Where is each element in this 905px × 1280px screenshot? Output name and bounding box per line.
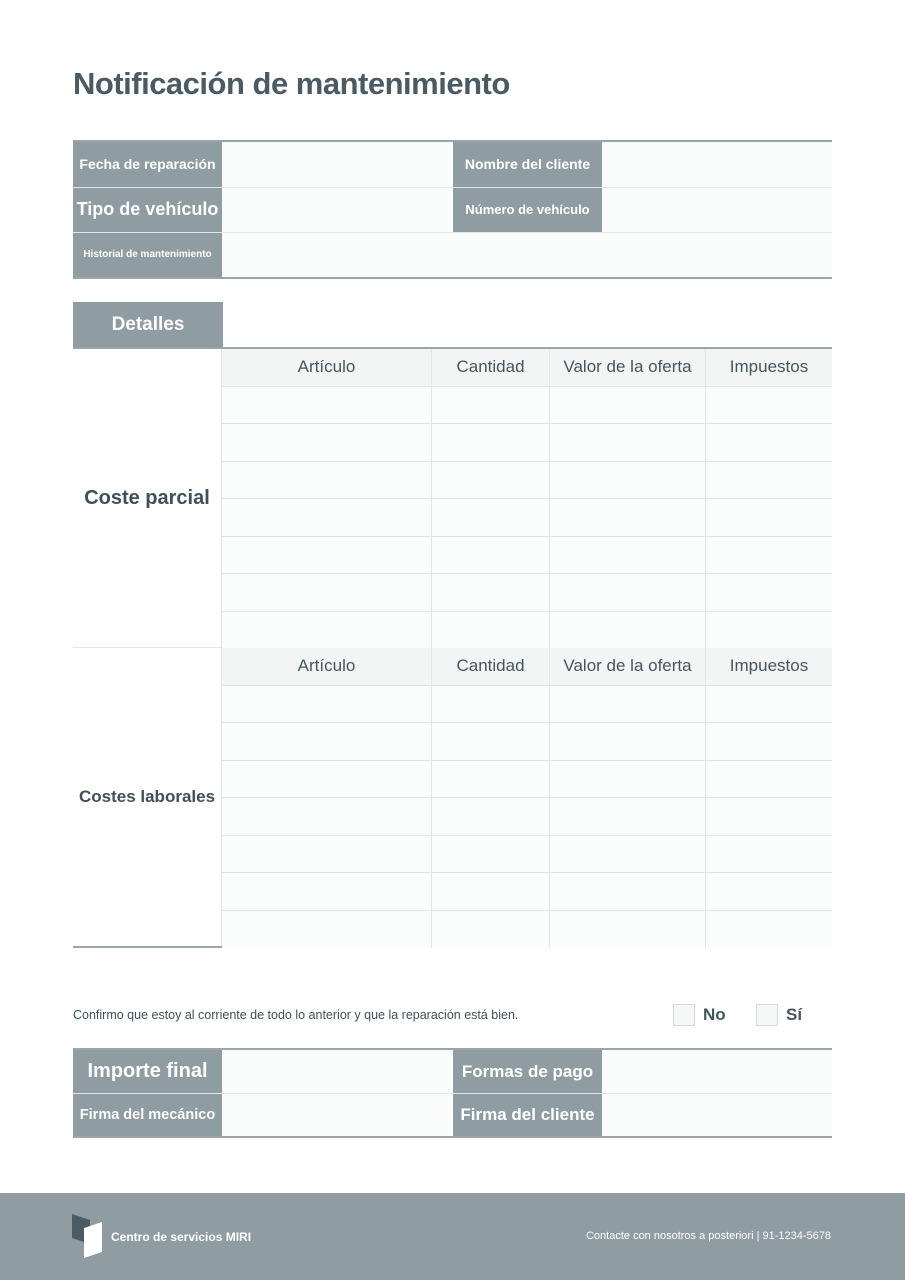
yes-checkbox[interactable] [756,1004,778,1026]
taxes-cell[interactable] [706,686,832,723]
offer-value-cell[interactable] [550,574,706,611]
table-row [222,612,832,650]
table-row [222,723,832,761]
column-header-offer-value: Valor de la oferta [550,349,706,386]
table-row [222,574,832,612]
column-header-taxes: Impuestos [729,656,809,676]
yes-label: Sí [786,1005,803,1024]
final-table [73,1048,832,1138]
company-name: Centro de servicios MIRI [111,1230,252,1244]
offer-value-cell[interactable] [550,686,706,723]
quantity-cell[interactable] [432,836,550,873]
final-row [73,1094,832,1138]
quantity-cell[interactable] [432,424,550,461]
table-row [222,836,832,874]
table-row [222,424,832,462]
column-header-quantity: Cantidad [432,349,550,386]
table-row [222,462,832,500]
vehicle-number-field[interactable] [602,188,832,233]
vehicle-type-label: Tipo de vehículo [73,188,222,233]
column-header-item: Artículo [222,648,432,685]
taxes-cell[interactable] [706,424,832,461]
partial-cost-table [222,349,832,647]
offer-value-cell[interactable] [550,761,706,798]
item-cell[interactable] [222,462,432,499]
mechanic-signature-field[interactable] [222,1094,453,1136]
partial-cost-label: Coste parcial [73,349,222,647]
client-name-label: Nombre del cliente [453,142,602,187]
client-signature-field[interactable] [602,1094,832,1136]
quantity-cell[interactable] [432,873,550,910]
final-amount-field[interactable] [222,1050,453,1093]
page-title: Notificación de mantenimiento [73,66,510,101]
details-tab: Detalles [73,302,223,347]
quantity-cell[interactable] [432,686,550,723]
table-row [222,761,832,799]
client-name-field[interactable] [602,142,832,187]
item-cell[interactable] [222,424,432,461]
company-logo-icon [72,1214,102,1258]
quantity-cell[interactable] [432,911,550,949]
final-row [73,1050,832,1094]
table-row [222,686,832,724]
table-row [222,499,832,537]
offer-value-cell[interactable] [550,911,706,949]
item-cell[interactable] [222,911,432,949]
labor-cost-section [73,648,832,948]
taxes-cell[interactable] [706,723,832,760]
labor-cost-table [222,648,832,946]
quantity-cell[interactable] [432,612,550,650]
taxes-cell[interactable] [706,798,832,835]
offer-value-cell[interactable] [550,499,706,536]
item-cell[interactable] [222,798,432,835]
offer-value-cell[interactable] [550,873,706,910]
item-cell[interactable] [222,836,432,873]
taxes-cell[interactable] [706,612,832,650]
quantity-cell[interactable] [432,499,550,536]
vehicle-info-table [73,140,832,279]
item-cell[interactable] [222,612,432,650]
offer-value-cell[interactable] [550,387,706,424]
taxes-cell[interactable] [706,911,832,949]
confirmation-text: Confirmo que estoy al corriente de todo lo anterior y que la reparación está bien. [73,1008,519,1022]
table-header-row [222,349,832,387]
offer-value-cell[interactable] [550,612,706,650]
taxes-cell[interactable] [706,537,832,574]
info-row [73,142,832,188]
taxes-cell[interactable] [706,873,832,910]
offer-value-cell[interactable] [550,798,706,835]
final-amount-label: Importe final [73,1050,222,1093]
taxes-cell[interactable] [706,836,832,873]
offer-value-cell[interactable] [550,836,706,873]
maintenance-history-field[interactable] [222,233,832,277]
labor-cost-label: Costes laborales [73,648,222,946]
taxes-cell[interactable] [706,462,832,499]
item-cell[interactable] [222,723,432,760]
item-cell[interactable] [222,761,432,798]
taxes-cell[interactable] [706,574,832,611]
item-cell[interactable] [222,574,432,611]
quantity-cell[interactable] [432,387,550,424]
quantity-cell[interactable] [432,462,550,499]
repair-date-field[interactable] [222,142,453,187]
info-row [73,188,832,234]
no-label: No [703,1005,726,1024]
quantity-cell[interactable] [432,574,550,611]
item-cell[interactable] [222,686,432,723]
item-cell[interactable] [222,873,432,910]
column-header-offer-value: Valor de la oferta [550,648,706,685]
taxes-cell[interactable] [706,499,832,536]
offer-value-cell[interactable] [550,537,706,574]
partial-cost-section [73,349,832,648]
repair-date-label: Fecha de reparación [73,142,222,187]
column-header-quantity: Cantidad [432,648,550,685]
table-row [222,911,832,949]
table-row [222,537,832,575]
no-checkbox[interactable] [673,1004,695,1026]
table-header-row [222,648,832,686]
quantity-cell[interactable] [432,537,550,574]
item-cell[interactable] [222,537,432,574]
vehicle-type-field[interactable] [222,188,453,233]
payment-methods-label: Formas de pago [453,1050,602,1093]
vehicle-number-label: Número de vehículo [453,188,602,233]
item-cell[interactable] [222,387,432,424]
table-row [222,387,832,425]
column-header-taxes: Impuestos [729,357,809,377]
offer-value-cell[interactable] [550,723,706,760]
item-cell[interactable] [222,499,432,536]
table-row [222,798,832,836]
info-row [73,233,832,279]
maintenance-history-label: Historial de mantenimiento [73,233,222,277]
column-header-item: Artículo [222,349,432,386]
contact-info: Contacte con nosotros a posteriori | 91-1234-5678 [585,1230,831,1242]
payment-methods-field[interactable] [602,1050,832,1093]
quantity-cell[interactable] [432,723,550,760]
offer-value-cell[interactable] [550,424,706,461]
mechanic-signature-label: Firma del mecánico [73,1094,222,1136]
offer-value-cell[interactable] [550,462,706,499]
taxes-cell[interactable] [706,387,832,424]
quantity-cell[interactable] [432,798,550,835]
client-signature-label: Firma del cliente [453,1094,602,1136]
quantity-cell[interactable] [432,761,550,798]
taxes-cell[interactable] [706,761,832,798]
table-row [222,873,832,911]
